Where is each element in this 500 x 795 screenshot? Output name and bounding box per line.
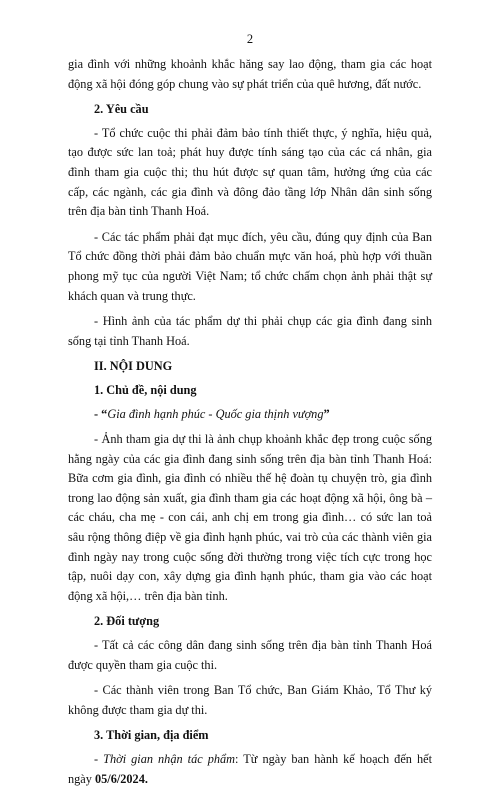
time-label: Thời gian nhận tác phẩm [103, 752, 236, 766]
heading-subjects: 2. Đối tượng [94, 614, 160, 629]
heading-content: II. NỘI DUNG [94, 359, 173, 374]
subjects-paragraph-2: - Các thành viên trong Ban Tổ chức, Ban Giám Khảo, Tổ Thư ký không được tham gia dự thi. [68, 683, 432, 717]
theme-prefix: - “ [94, 406, 108, 421]
heading-requirements: 2. Yêu cầu [94, 102, 149, 117]
requirement-paragraph-3: - Hình ảnh của tác phẩm dự thi phải chụp các gia đình đang sinh sống tại tỉnh Thanh Hoá. [68, 314, 432, 348]
subjects-paragraph-1: - Tất cả các công dân đang sinh sống trên địa bàn tỉnh Thanh Hoá được quyền tham gia cuộc thi. [68, 638, 432, 672]
time-paragraph [68, 750, 432, 789]
heading-theme: 1. Chủ đề, nội dung [94, 382, 197, 397]
time-text: : Từ ngày ban hành kế hoạch đến hết ngày [68, 752, 432, 786]
requirement-paragraph-1: - Tổ chức cuộc thi phải đảm bảo tính thiết thực, ý nghĩa, hiệu quả, tạo được sức lan toả; phát huy được tính sáng tạo của các cá nhân, gia đình tham gia cuộc thi; thu hút được sự quan tâm, hưởng ứng của các cấp, các ngành, các gia đình và đông đảo tầng lớp Nhân dân sinh sống trên địa bàn tỉnh Thanh Hoá. [68, 125, 432, 219]
time-date: 05/6/2024. [94, 771, 148, 786]
time-prefix: - [94, 752, 104, 766]
intro-paragraph: gia đình với những khoảnh khắc hăng say lao động, tham gia các hoạt động xã hội đóng góp chung vào sự phát triển của quê hương, đất nước. [68, 57, 432, 91]
requirement-paragraph-2: - Các tác phẩm phải đạt mục đích, yêu cầu, đúng quy định của Ban Tổ chức đồng thời phải đảm bảo chuẩn mực văn hoá, phù hợp với thuần phong mỹ tục của người Việt Nam; tổ chức chấm chọn ảnh phải thật sự khách quan và trung thực. [68, 229, 432, 303]
document-body [68, 55, 432, 795]
heading-time-location: 3. Thời gian, địa điểm [94, 728, 209, 743]
theme-description: - Ảnh tham gia dự thi là ảnh chụp khoảnh khắc đẹp trong cuộc sống hằng ngày của các gia đình đang sinh sống trên địa bàn tỉnh Thanh Hoá: Bữa cơm gia đình, gia đình có nhiều thế hệ đoàn tụ chuyện trò, gia đình trong lao động sản xuất, gia đình tham gia các hoạt động xã hội, ông bà – các cháu, cha mẹ - con cái, anh chị em trong gia đình… có sức lan toả sâu rộng thông điệp về gia đình hạnh phúc, vai trò của các thành viên gia đình ngày nay trong cuộc sống đời thường trong việc tích cực trong học tập, nuôi dạy con, xây dựng gia đình hạnh phúc, tham gia vào các hoạt động xã hội,… trên địa bàn tỉnh. [68, 432, 432, 603]
theme-line [68, 405, 432, 425]
page-number: 2 [246, 32, 254, 46]
theme-title: Gia đình hạnh phúc - Quốc gia thịnh vượng [107, 406, 324, 421]
theme-suffix: ” [323, 406, 330, 421]
